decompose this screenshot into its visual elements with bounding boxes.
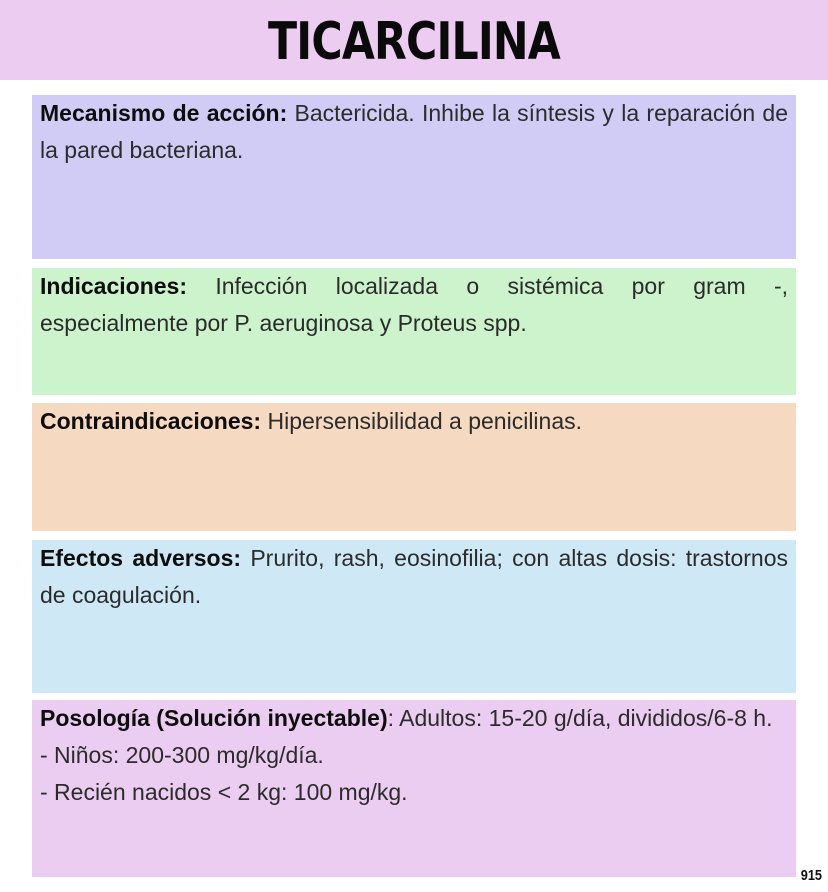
page-title: TICARCILINA: [268, 12, 560, 72]
section-paragraph: [40, 268, 788, 342]
section-paragraph: [40, 95, 788, 169]
section-text: Infección localizada o sistémica por gram -, especialmente por P. aeruginosa y Proteus spp.: [40, 273, 788, 336]
dosage-line-recien-nacidos: - Recién nacidos < 2 kg: 100 mg/kg.: [40, 779, 408, 805]
section-label: Indicaciones:: [40, 273, 187, 299]
page-number: 915: [800, 867, 822, 884]
section-text: Bactericida. Inhibe la síntesis y la reparación de la pared bacteriana.: [40, 100, 788, 163]
header-banner: [0, 0, 828, 80]
section-efectos-adversos: [32, 540, 796, 693]
section-label: Efectos adversos:: [40, 545, 242, 571]
section-label: Posología (Solución inyectable): [40, 705, 388, 731]
section-contraindicaciones: [32, 403, 796, 531]
section-label: Mecanismo de acción:: [40, 100, 288, 126]
section-text: Prurito, rash, eosinofilia; con altas dosis: trastornos de coagulación.: [40, 545, 789, 608]
section-mecanismo-de-accion: [32, 95, 796, 259]
section-indicaciones: [32, 268, 796, 395]
section-text: Hipersensibilidad a penicilinas.: [261, 408, 583, 434]
dosage-line-ninos: - Niños: 200-300 mg/kg/día.: [40, 742, 324, 768]
section-posologia: [32, 700, 796, 877]
section-text: : Adultos: 15-20 g/día, divididos/6-8 h.: [387, 705, 773, 731]
section-paragraph: [40, 540, 788, 614]
section-paragraph: [40, 403, 788, 440]
section-paragraph: [40, 700, 788, 737]
section-label: Contraindicaciones:: [40, 408, 262, 434]
